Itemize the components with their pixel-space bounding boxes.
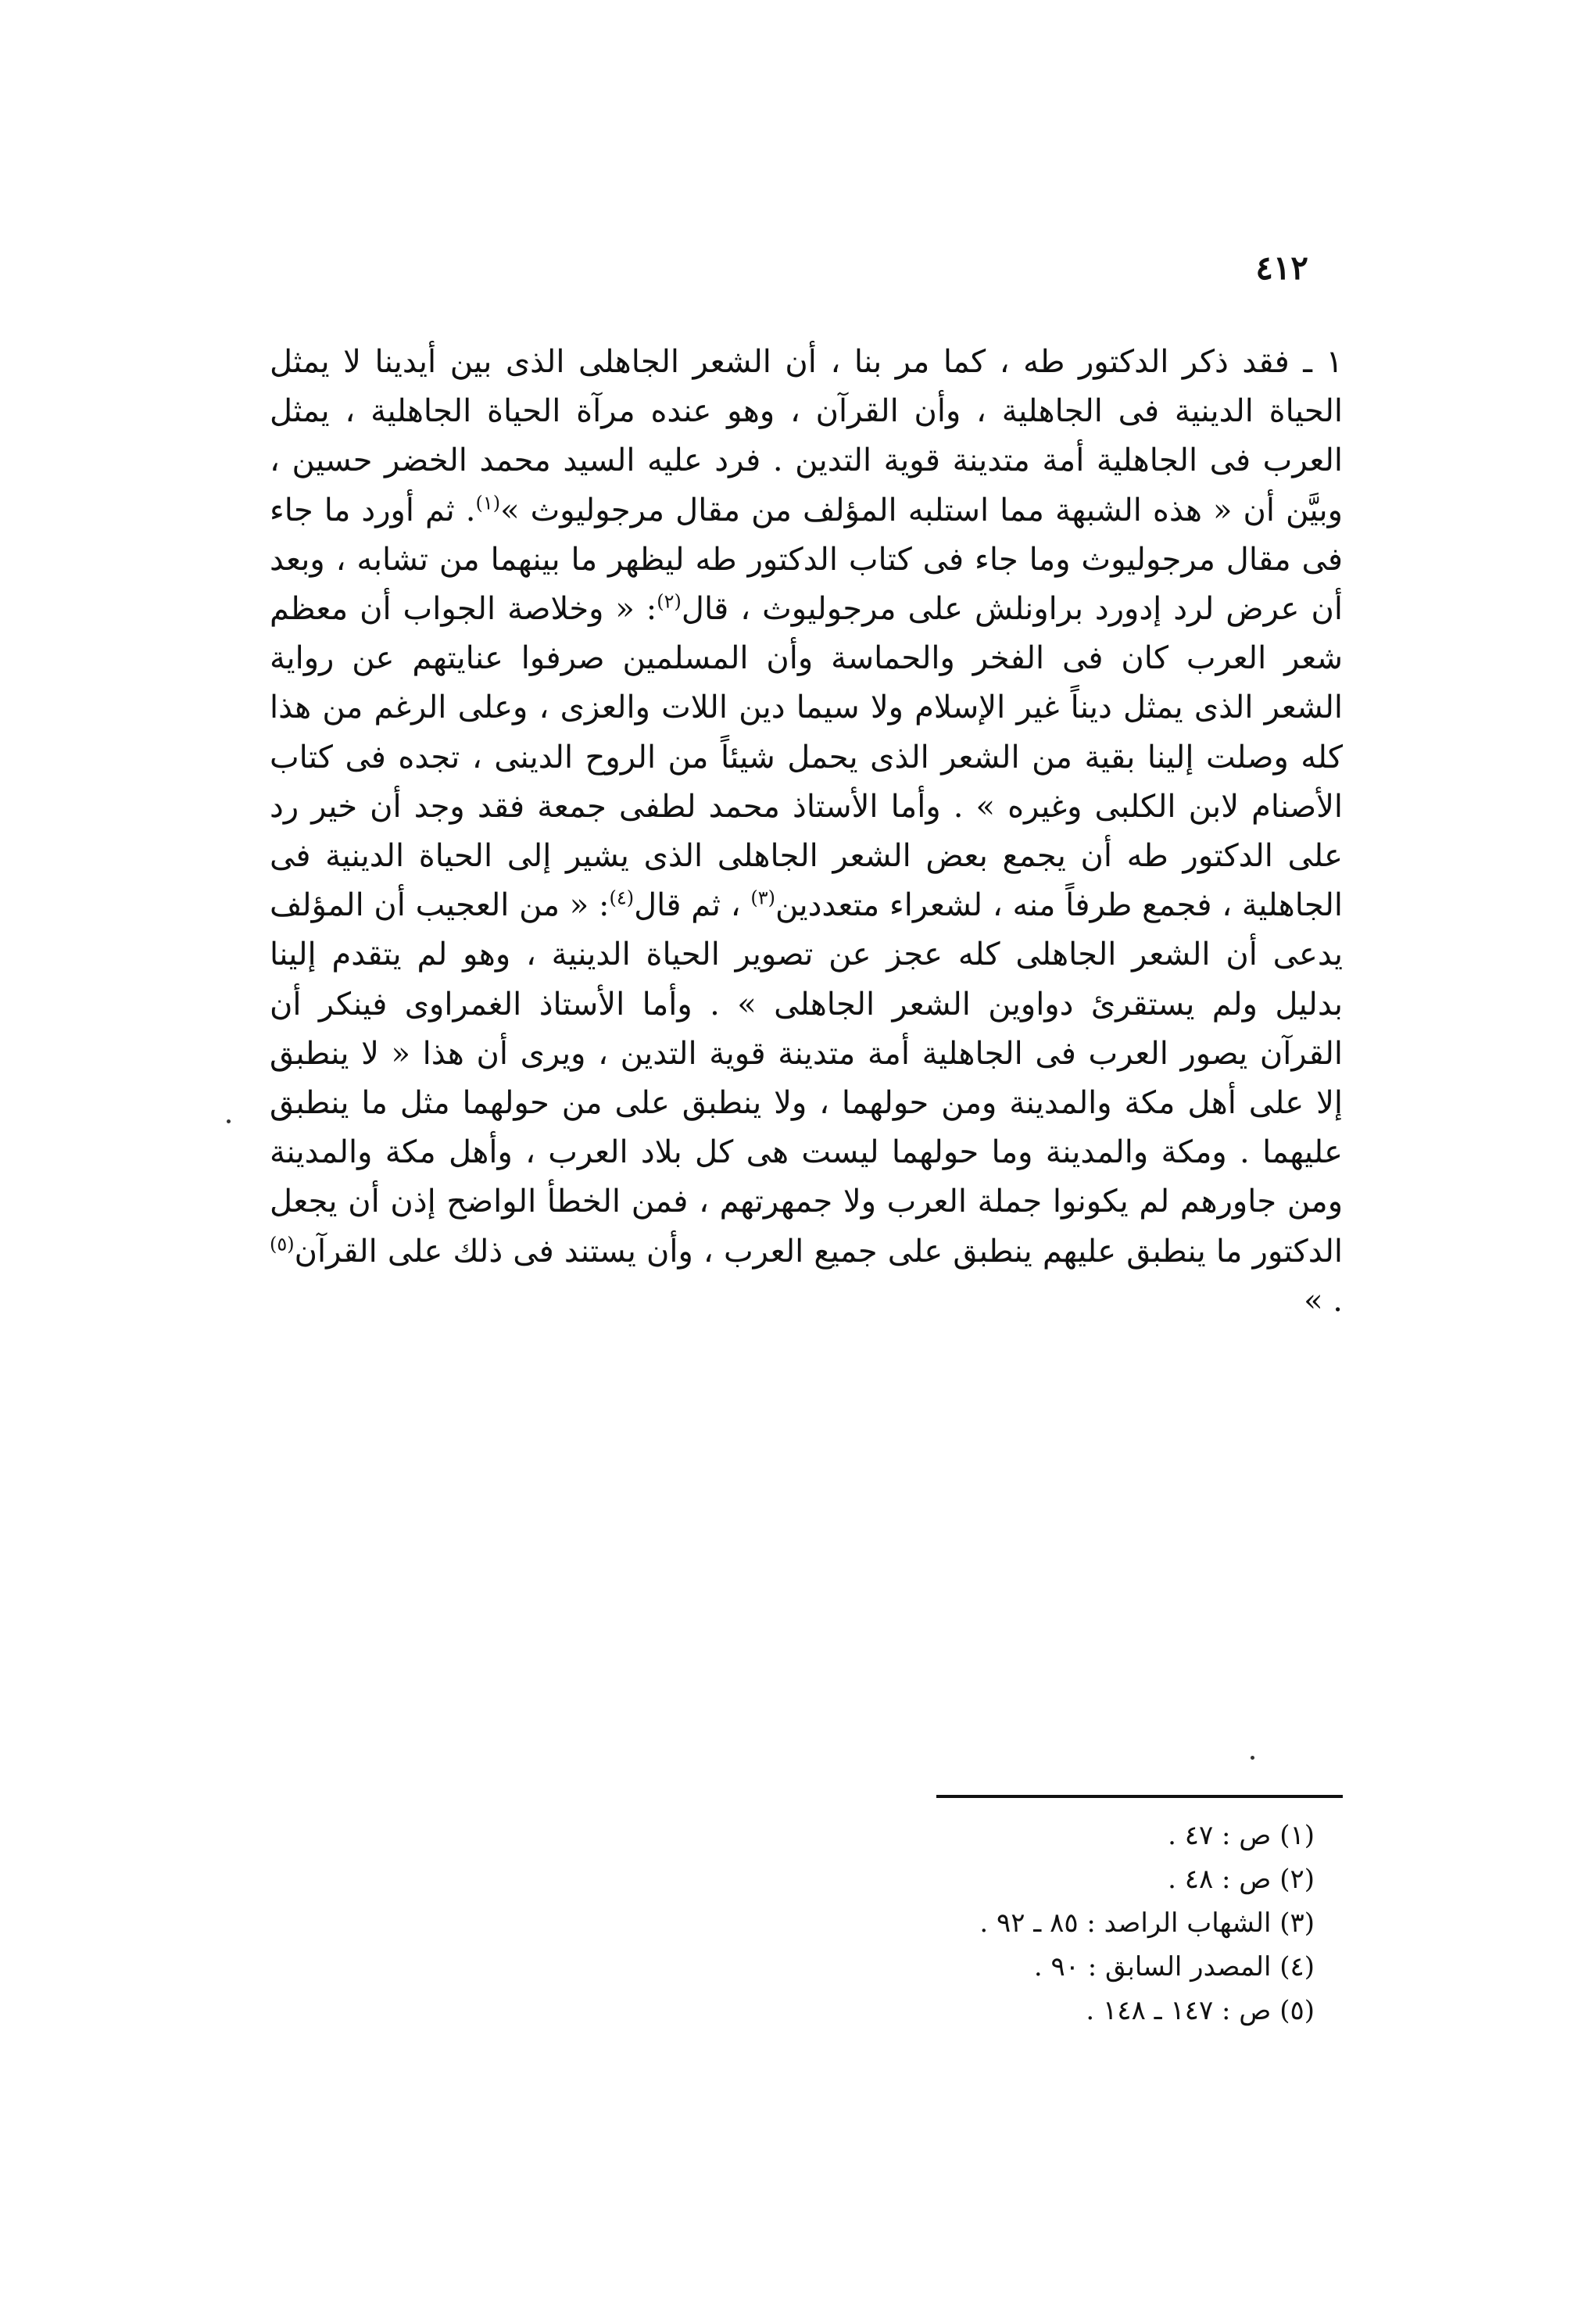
text-line: متعددين [775,887,880,924]
text-line: الجاهلى الذى يشير إلى الحياة الدينية فى الجاهلية ، فجمع طرفاً منه ، لشعراء [270,838,1344,924]
text-line: محمد لطفى جمعة فقد وجد أن خير رد على الدكتور طه أن يجمع بعض الشعر [270,788,1343,875]
text-line: لم يكونوا جملة العرب ولا جمهرتهم ، فمن الخطأ الواضح إذن أن يجعل الدكتور [270,1184,1344,1270]
text-line: « وخلاصة الجواب أن معظم شعر العرب كان فى الفخر والحماسة وأن المسلمين [270,591,1344,677]
text-line: ما ينطبق عليهم ينطبق على جميع العرب ، وأن يستند فى ذلك على القرآن [294,1233,1243,1270]
paragraph [270,338,1343,1326]
text-line: صرفوا عنايتهم عن رواية الشعر الذى يمثل ديناً غير الإسلام ولا سيما دين اللات [270,640,1344,726]
text-line: والعزى ، وعلى الرغم من هذا كله وصلت إلينا بقية من الشعر الذى يحمل شيئاً [270,689,1343,775]
footnote-divider [936,1795,1343,1798]
scan-speck [1251,1756,1254,1760]
punctuation: . » [1304,1282,1343,1319]
scan-speck [227,1119,231,1123]
text-line: كله عجز عن تصوير الحياة الدينية ، وهو لم يتقدم إلينا بدليل ولم يستقرئ [270,937,1344,1023]
text-line: ١ ـ فقد ذكر الدكتور طه ، كما مر بنا ، أن الشعر الجاهلى الذى بين [449,344,1343,380]
punctuation: : [646,591,657,628]
text-fragment: ، ثم قال [634,887,741,924]
footnote-ref: (٤) [609,886,635,909]
body-text [270,338,1343,1326]
footnote-ref: (٥) [270,1233,295,1255]
text-line: من الروح الدينى ، تجده فى كتاب الأصنام لابن الكلبى وغيره » . وأما الأستاذ [270,739,1343,825]
footnote-ref: (٣) [750,886,775,909]
text-fragment: : « من العجيب أن المؤلف يدعى أن الشعر الجاهلى [270,887,1343,973]
footnote-ref: (١) [475,492,501,514]
text-line: دواوين الشعر الجاهلى » . وأما الأستاذ الغمراوى فينكر أن القرآن يصور العرب [270,986,1343,1072]
text-line: أيدينا لا يمثل الحياة الدينية فى الجاهلية ، وأن القرآن ، وهو عنده مرآة الحياة [270,344,1344,430]
footnotes [877,1814,1315,2033]
footnote: (٣) الشهاب الراصد : ٨٥ ـ ٩٢ . [979,1907,1315,1939]
punctuation: . [465,492,476,528]
text-line: والمدينة وما حولهما ليست هى كل بلاد العرب ، وأهل مكة والمدينة ومن جاورهم [270,1134,1344,1220]
footnote: (١) ص : ٤٧ . [1168,1820,1315,1851]
text-line: الجاهلية ، يمثل العرب فى الجاهلية أمة متدينة قوية التدين . فرد عليه السيد محمد [270,393,1344,479]
footnote: (٥) ص : ١٤٧ ـ ١٤٨ . [1086,1995,1315,2026]
footnote: (٤) المصدر السابق : ٩٠ . [1033,1951,1315,1982]
text-line: من تشابه ، وبعد أن عرض لرد إدورد براونلش على مرجوليوث ، قال [270,541,1343,628]
text-line: فى الجاهلية أمة متدينة قوية التدين ، ويرى أن هذا « لا ينطبق إلا على أهل مكة [270,1035,1344,1122]
page-number: ٤١٢ [1255,249,1308,287]
text-line: ثم أورد ما جاء فى مقال مرجوليوث وما جاء فى كتاب الدكتور طه ليظهر ما بينهما [270,492,1343,578]
footnote: (٢) ص : ٤٨ . [1168,1864,1315,1895]
footnote-ref: (٢) [657,590,682,613]
text-line: الخضر حسين ، وبيَّن أن « هذه الشبهة مما استلبه المؤلف من مقال مرجوليوث » [270,442,1343,528]
text-line: والمدينة ومن حولهما ، ولا ينطبق على من حولهما مثل ما ينطبق عليهما . ومكة [270,1085,1343,1171]
